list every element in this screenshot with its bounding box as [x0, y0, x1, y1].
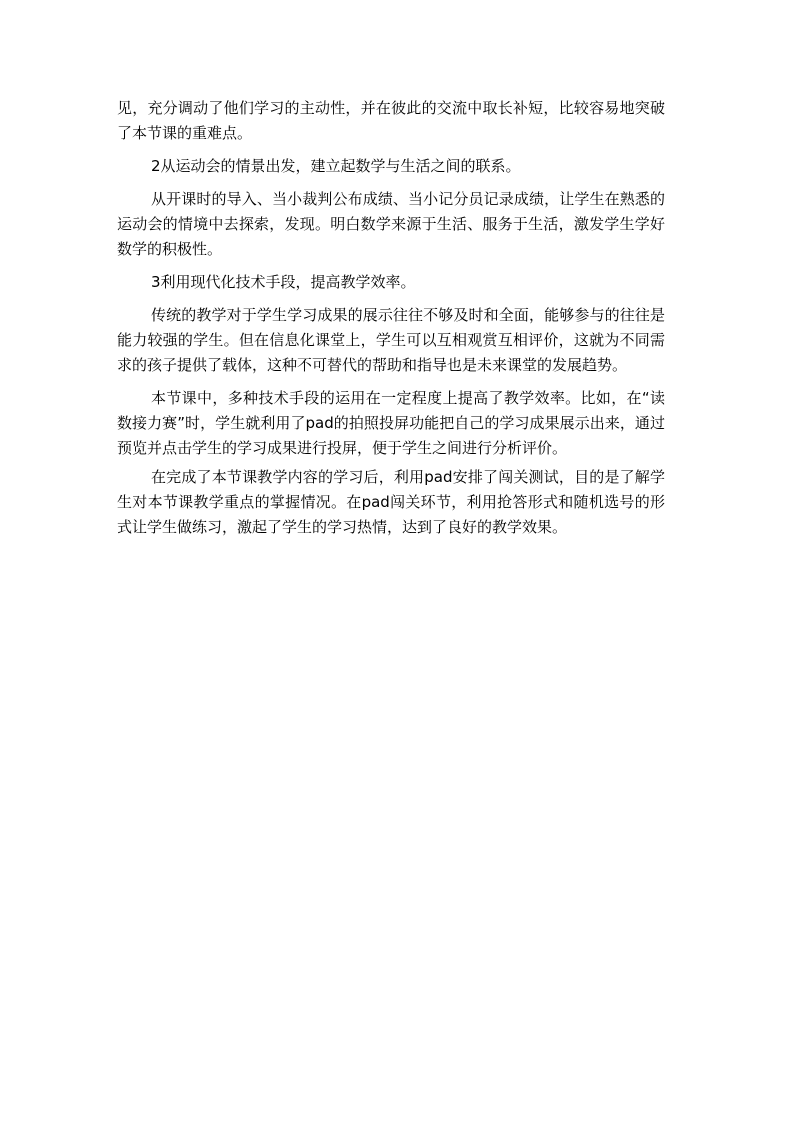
document-page — [117, 96, 665, 544]
paragraph-pad-test: 在完成了本节课教学内容的学习后，利用pad安排了闯关测试，目的是了解学生对本节课教学重点的掌握情况。在pad闯关环节，利用抢答形式和随机选号的形式让学生做练习，激起了学生的学习热情，达到了良好的教学效果。 — [117, 468, 665, 536]
paragraph-technology-example: 本节课中，多种技术手段的运用在一定程度上提高了教学效率。比如，在“读数接力赛”时，学生就利用了pad的拍照投屏功能把自己的学习成果展示出来，通过预览并点击学生的学习成果进行投屏，便于学生之间进行分析评价。 — [117, 389, 665, 457]
paragraph-point-2-heading: 2从运动会的情景出发，建立起数学与生活之间的联系。 — [151, 157, 521, 175]
paragraph-point-3-body: 传统的教学对于学生学习成果的展示往往不够及时和全面，能够参与的往往是能力较强的学生。但在信息化课堂上，学生可以互相观赏互相评价，这就为不同需求的孩子提供了载体，这种不可替代的帮助和指导也是未来课堂的发展趋势。 — [117, 306, 665, 374]
paragraph-point-3-heading: 3利用现代化技术手段，提高教学效率。 — [151, 273, 416, 291]
paragraph-point-2-body: 从开课时的导入、当小裁判公布成绩、当小记分员记录成绩，让学生在熟悉的运动会的情境中去探索，发现。明白数学来源于生活、服务于生活，激发学生学好数学的积极性。 — [117, 190, 665, 258]
paragraph-continuation: 见，充分调动了他们学习的主动性，并在彼此的交流中取长补短，比较容易地突破了本节课的重难点。 — [117, 99, 665, 142]
